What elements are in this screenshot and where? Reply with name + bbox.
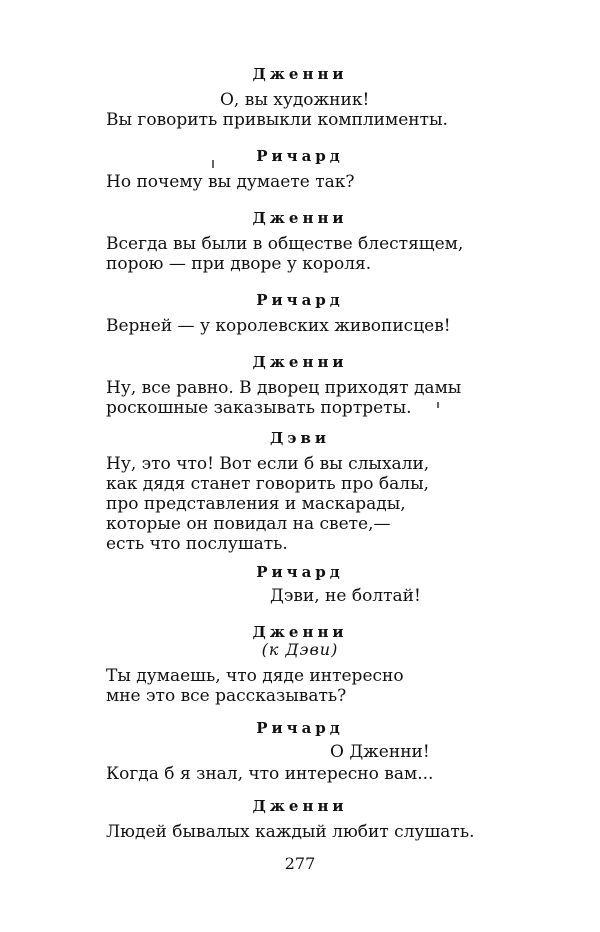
verse-line: есть что послушать. xyxy=(106,534,288,554)
verse-line: О, вы художник! xyxy=(220,90,370,110)
verse-line: Верней — у королевских живописцев! xyxy=(106,316,451,336)
verse-line: Ну, это что! Вот если б вы слыхали, xyxy=(106,454,430,474)
verse-line: как дядя станет говорить про балы, xyxy=(106,474,430,494)
verse-line: Когда б я знал, что интересно вам... xyxy=(106,764,434,784)
verse-line: Всегда вы были в обществе блестящем, xyxy=(106,234,464,254)
speaker-richard-2: Ричард xyxy=(256,291,344,309)
speaker-richard-4: Ричард xyxy=(256,719,344,737)
speaker-richard-3: Ричард xyxy=(256,563,344,581)
verse-line: про представления и маскарады, xyxy=(106,494,406,514)
stage-direction: (к Дэви) xyxy=(261,640,339,659)
speaker-jenny-2: Дженни xyxy=(252,209,348,227)
verse-line: которые он повидал на свете,— xyxy=(106,514,391,534)
speaker-davy-1: Дэви xyxy=(269,429,331,447)
verse-line: О Дженни! xyxy=(330,742,430,762)
speaker-jenny-3: Дженни xyxy=(252,353,348,371)
verse-line: Ты думаешь, что дяде интересно xyxy=(106,666,404,686)
verse-line: Людей бывалых каждый любит слушать. xyxy=(106,822,475,842)
verse-line: Вы говорить привыкли комплименты. xyxy=(106,110,448,130)
verse-line: Дэви, не болтай! xyxy=(270,586,421,606)
speaker-jenny-1: Дженни xyxy=(252,65,348,83)
verse-line: мне это все рассказывать? xyxy=(106,686,347,706)
speaker-richard-1: Ричард xyxy=(256,147,344,165)
speaker-jenny-4: Дженни xyxy=(252,623,348,641)
verse-line: порою — при дворе у короля. xyxy=(106,254,372,274)
verse-line: Ну, все равно. В дворец приходят дамы xyxy=(106,378,462,398)
speaker-jenny-5: Дженни xyxy=(252,797,348,815)
print-mark xyxy=(437,402,439,408)
verse-line: Но почему вы думаете так? xyxy=(106,172,355,192)
verse-line: роскошные заказывать портреты. xyxy=(106,398,412,418)
page-number: 277 xyxy=(284,854,316,873)
